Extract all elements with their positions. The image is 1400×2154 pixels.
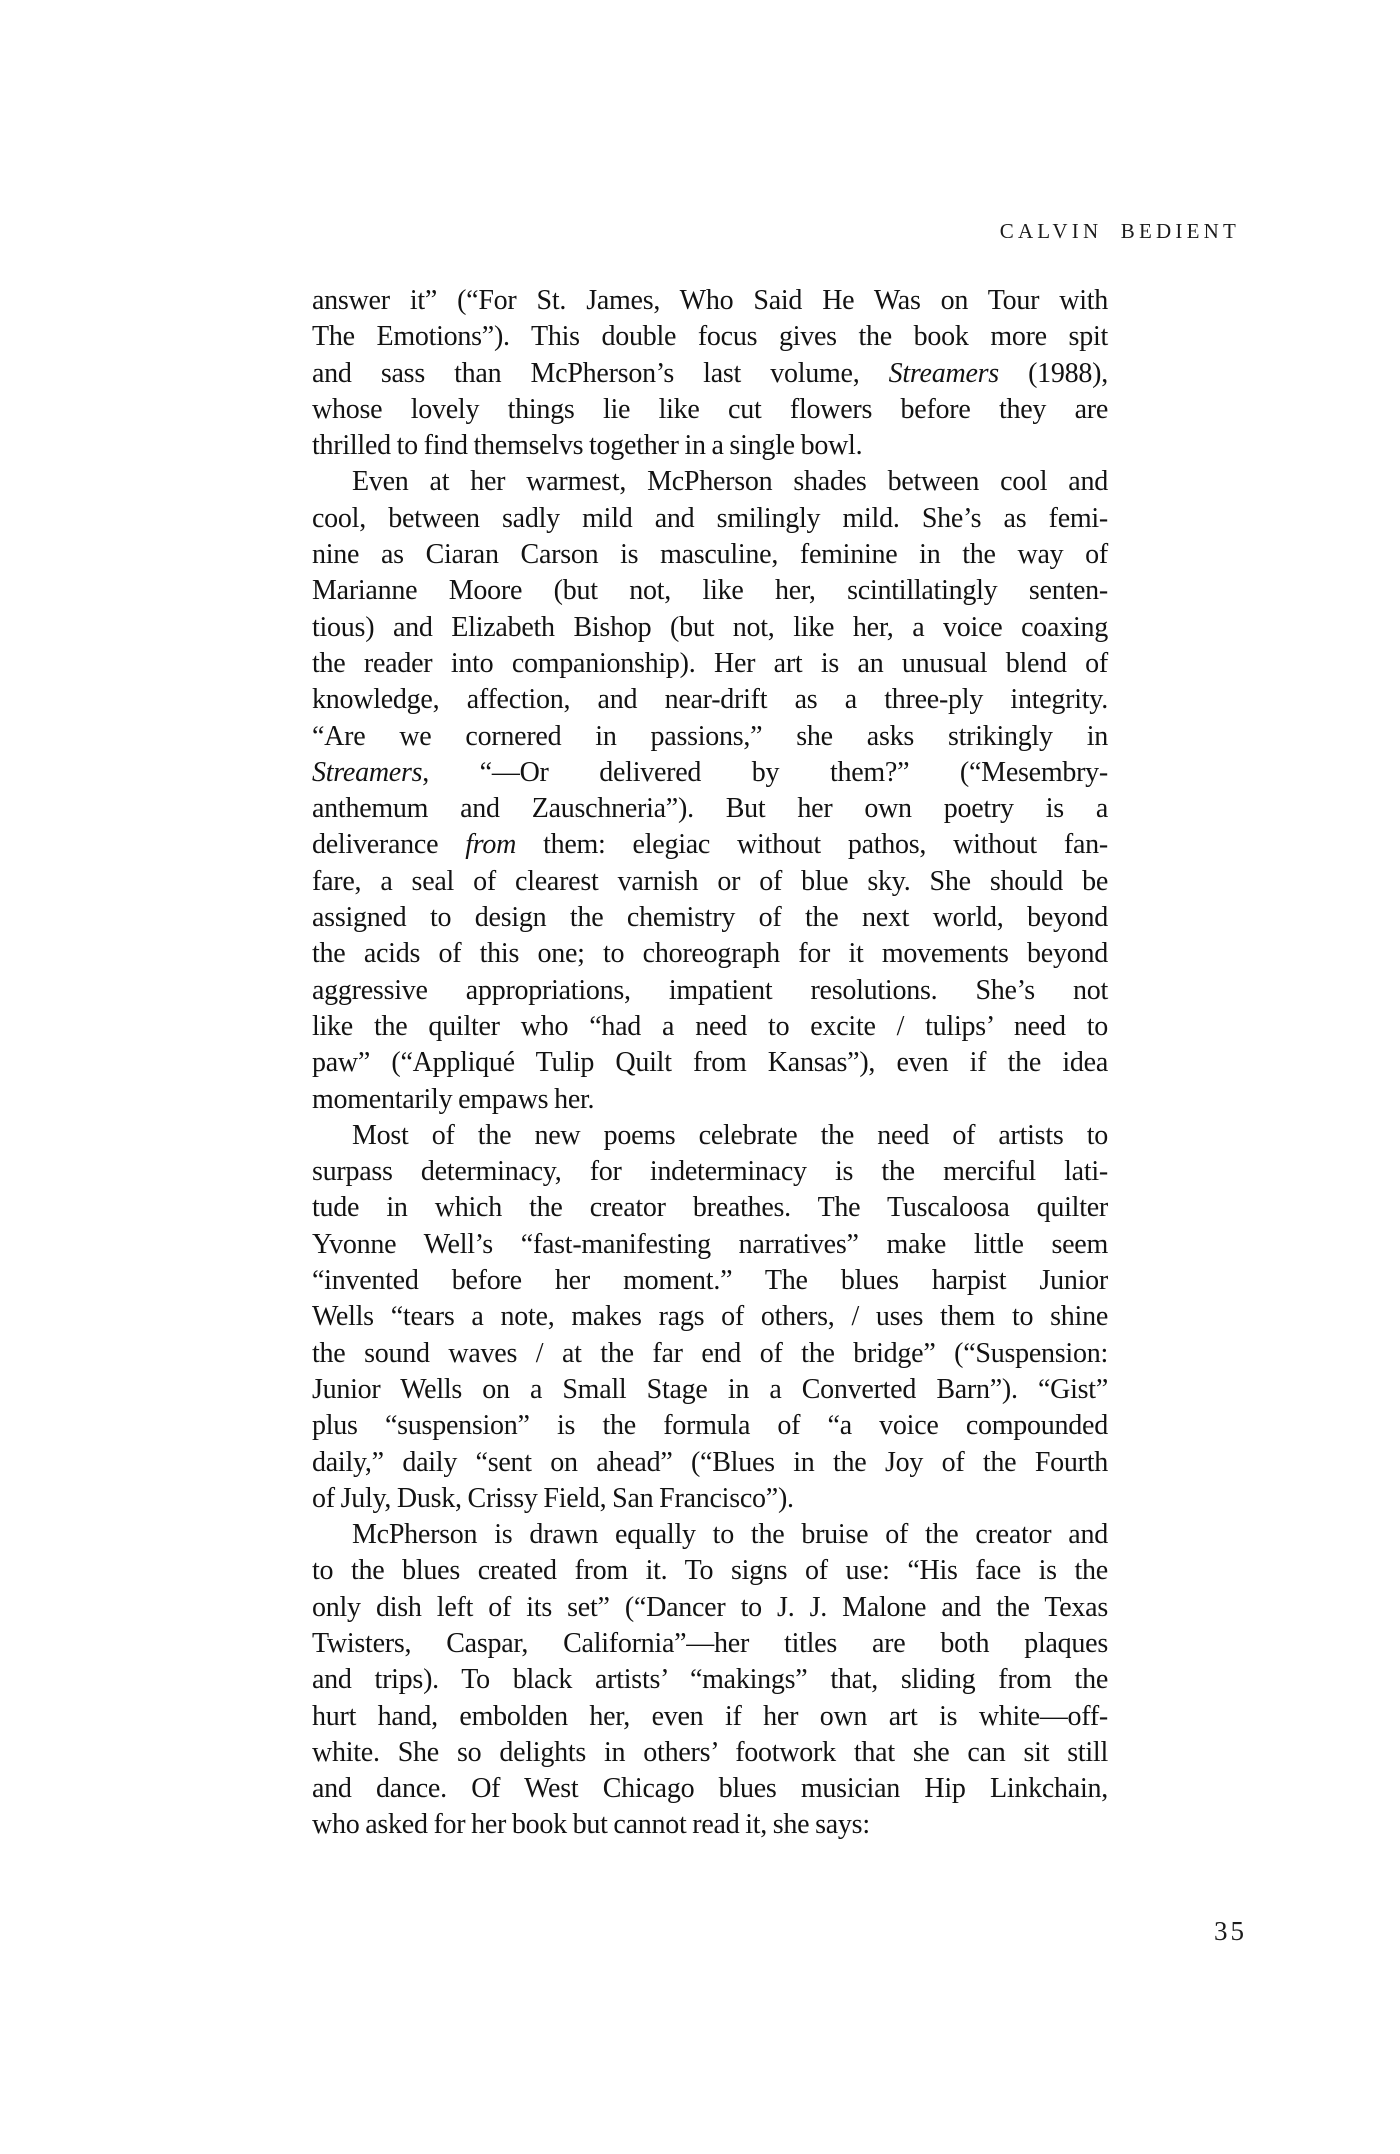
text-line: answer it” (“For St. James, Who Said He Was on Tour with [312, 285, 1108, 316]
running-head: CALVIN BEDIENT [999, 219, 1240, 243]
text-line: McPherson is drawn equally to the bruise of the creator and [352, 1519, 1108, 1551]
text-line: fare, a seal of clearest varnish or of blue sky. She should be [312, 865, 1108, 897]
text-line: Junior Wells on a Small Stage in a Converted Barn”). “Gist” [312, 1373, 1108, 1405]
text-line: momentarily empaws her. [312, 1083, 595, 1115]
text-line: tious) and Elizabeth Bishop (but not, like her, a voice coaxing [312, 611, 1108, 643]
italic-text: Streamers [312, 756, 423, 788]
text-line: Even at her warmest, McPherson shades between cool and [352, 466, 1108, 498]
text-line: and sass than McPherson’s last volume, Streamers (1988), [312, 357, 1108, 389]
text-line: white. She so delights in others’ footwork that she can sit still [312, 1736, 1108, 1768]
text-line: plus “suspension” is the formula of “a voice compounded [312, 1410, 1108, 1442]
text-line: daily,” daily “sent on ahead” (“Blues in the Joy of the Fourth [312, 1446, 1108, 1478]
text-line: nine as Ciaran Carson is masculine, feminine in the way of [312, 539, 1108, 571]
text-line: and trips). To black artists’ “makings” that, sliding from the [312, 1664, 1108, 1696]
italic-text: Streamers [888, 357, 999, 389]
text-line: Twisters, Caspar, California”—her titles are both plaques [312, 1627, 1108, 1659]
text-line: thrilled to find themselvs together in a single bowl. [312, 430, 863, 462]
text-line: Streamers, “—Or delivered by them?” (“Mesembry- [312, 756, 1108, 788]
text-line: of July, Dusk, Crissy Field, San Francisco”). [312, 1482, 794, 1514]
text-line: the sound waves / at the far end of the bridge” (“Suspension: [312, 1337, 1108, 1369]
text-line: “Are we cornered in passions,” she asks strikingly in [312, 720, 1108, 752]
text-line: only dish left of its set” (“Dancer to J. J. Malone and the Texas [312, 1591, 1108, 1623]
text-line: paw” (“Appliqué Tulip Quilt from Kansas”), even if the idea [312, 1047, 1108, 1079]
text-line: assigned to design the chemistry of the next world, beyond [312, 902, 1108, 934]
text-line: and dance. Of West Chicago blues musician Hip Linkchain, [312, 1773, 1108, 1805]
text-line: Most of the new poems celebrate the need of artists to [352, 1119, 1108, 1151]
text-line: knowledge, affection, and near-drift as a three-ply integrity. [312, 684, 1108, 716]
text-line: the reader into companionship). Her art is an unusual blend of [312, 647, 1108, 679]
text-line: hurt hand, embolden her, even if her own art is white—off- [312, 1700, 1108, 1732]
italic-text: from [465, 829, 517, 861]
text-line: to the blues created from it. To signs of use: “His face is the [312, 1555, 1108, 1587]
page-number: 35 [1214, 1916, 1247, 1946]
text-line: The Emotions”). This double focus gives the book more spit [312, 321, 1108, 353]
text-line: anthemum and Zauschneria”). But her own poetry is a [312, 793, 1108, 825]
text-line: the acids of this one; to choreograph for it movements beyond [312, 938, 1108, 970]
text-line: Yvonne Well’s “fast-manifesting narratives” make little seem [312, 1228, 1108, 1260]
text-line: cool, between sadly mild and smilingly mild. She’s as femi- [312, 502, 1108, 534]
body-text [312, 283, 1108, 1844]
text-line: deliverance from them: elegiac without pathos, without fan- [312, 829, 1108, 861]
text-line: who asked for her book but cannot read it, she says: [312, 1809, 870, 1841]
text-line: Wells “tears a note, makes rags of others, / uses them to shine [312, 1301, 1108, 1333]
text-line: whose lovely things lie like cut flowers before they are [312, 393, 1108, 425]
text-line: like the quilter who “had a need to excite / tulips’ need to [312, 1010, 1108, 1042]
text-line: aggressive appropriations, impatient resolutions. She’s not [312, 974, 1108, 1006]
text-line: Marianne Moore (but not, like her, scintillatingly senten- [312, 575, 1108, 607]
text-line: surpass determinacy, for indeterminacy is the merciful lati- [312, 1156, 1108, 1188]
text-line: “invented before her moment.” The blues harpist Junior [312, 1265, 1108, 1297]
text-line: tude in which the creator breathes. The Tuscaloosa quilter [312, 1192, 1108, 1224]
